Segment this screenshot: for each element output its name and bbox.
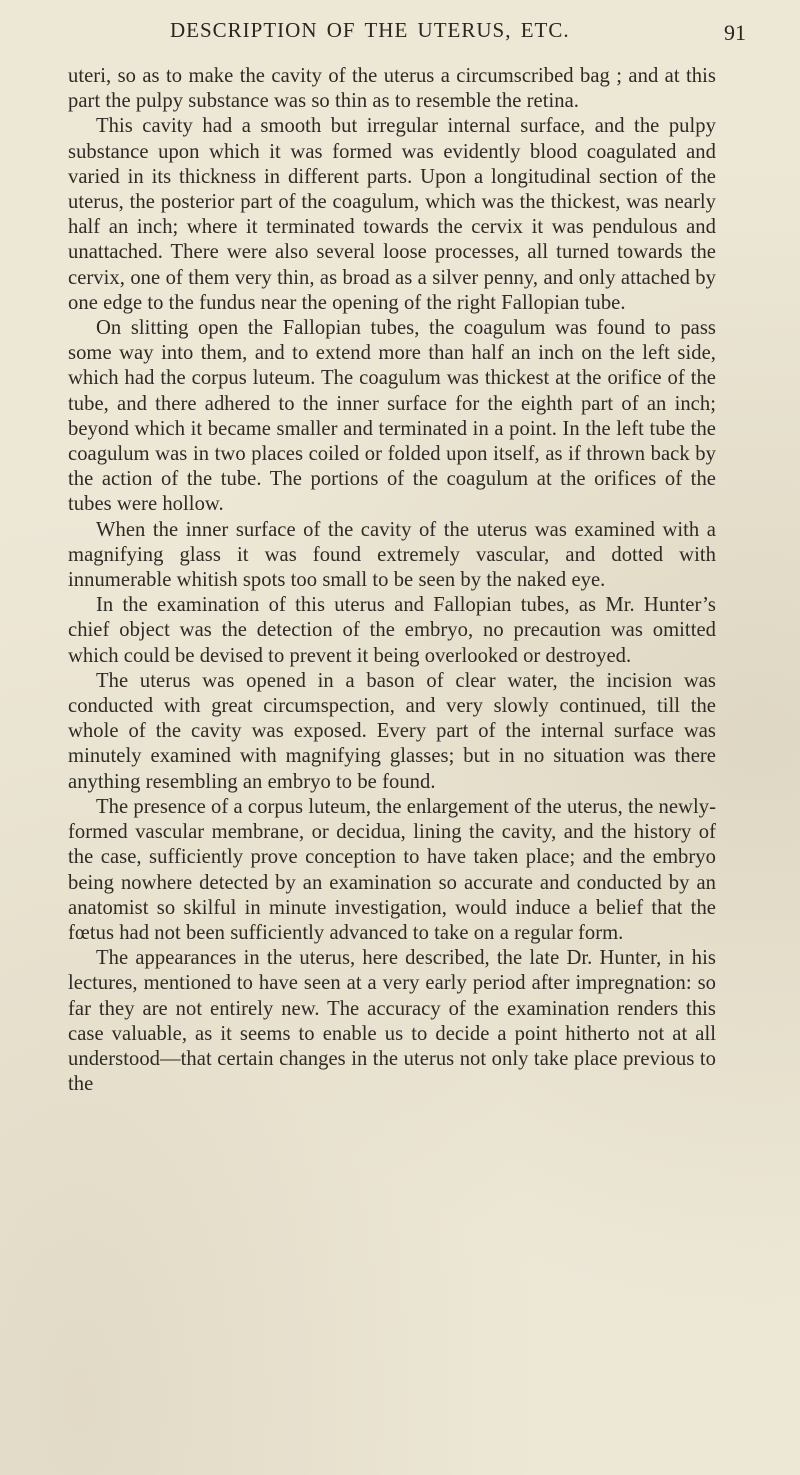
paragraph: The uterus was opened in a bason of clear water, the incision was conducted with great circumspection, and very slowly continued, till the whole of the cavity was exposed. Every part of the internal surface was minutely examined with magnifying glasses; but in no situation was there anything resembling an embryo to be found. [68, 669, 716, 793]
paragraph: This cavity had a smooth but irregular internal surface, and the pulpy substance upon which it was formed was evidently blood coagulated and varied in its thickness in different parts. Upon a longitudinal section of the uterus, the posterior part of the coagulum, which was the thickest, was nearly half an inch; where it terminated towards the cervix it was pendulous and unattached. There were also several loose processes, all turned towards the cervix, one of them very thin, as broad as a silver penny, and only attached by one edge to the fundus near the opening of the right Fallopian tube. [68, 115, 716, 314]
paragraph: In the examination of this uterus and Fallopian tubes, as Mr. Hunter’s chief object was the detection of the embryo, no precaution was omitted which could be devised to prevent it being overlooked or destroyed. [68, 594, 716, 667]
paragraph: The presence of a corpus luteum, the enlargement of the uterus, the newly-formed vascular membrane, or decidua, lining the cavity, and the history of the case, sufficiently prove conception to have taken place; and the embryo being nowhere detected by an examination so accurate and conducted by an anatomist so skilful in minute investigation, would induce a belief that the fœtus had not been sufficiently advanced to take on a regular form. [68, 795, 716, 944]
page-header [60, 8, 750, 52]
body-text [68, 64, 716, 1097]
paragraph-continued: uteri, so as to make the cavity of the uterus a circumscribed bag ; and at this part the pulpy substance was so thin as to resemble the retina. [68, 65, 716, 113]
paragraph: On slitting open the Fallopian tubes, the coagulum was found to pass some way into them, and to extend more than half an inch on the left side, which had the corpus luteum. The coagulum was thickest at the orifice of the tube, and there adhered to the inner surface for the eighth part of an inch; beyond which it became smaller and terminated in a point. In the left tube the coagulum was in two places coiled or folded upon itself, as if thrown back by the action of the tube. The portions of the coagulum at the orifices of the tubes were hollow. [68, 317, 716, 516]
paragraph: The appearances in the uterus, here described, the late Dr. Hunter, in his lectures, mentioned to have seen at a very early period after impregnation: so far they are not entirely new. The accuracy of the examination renders this case valuable, as it seems to enable us to decide a point hitherto not at all understood—that certain changes in the uterus not only take place previous to the [68, 947, 716, 1096]
running-head: DESCRIPTION OF THE UTERUS, ETC. [170, 18, 570, 42]
paragraph: When the inner surface of the cavity of the uterus was examined with a magnifying glass it was found extremely vascular, and dotted with innumerable whitish spots too small to be seen by the naked eye. [68, 518, 716, 592]
page-number: 91 [724, 20, 746, 45]
